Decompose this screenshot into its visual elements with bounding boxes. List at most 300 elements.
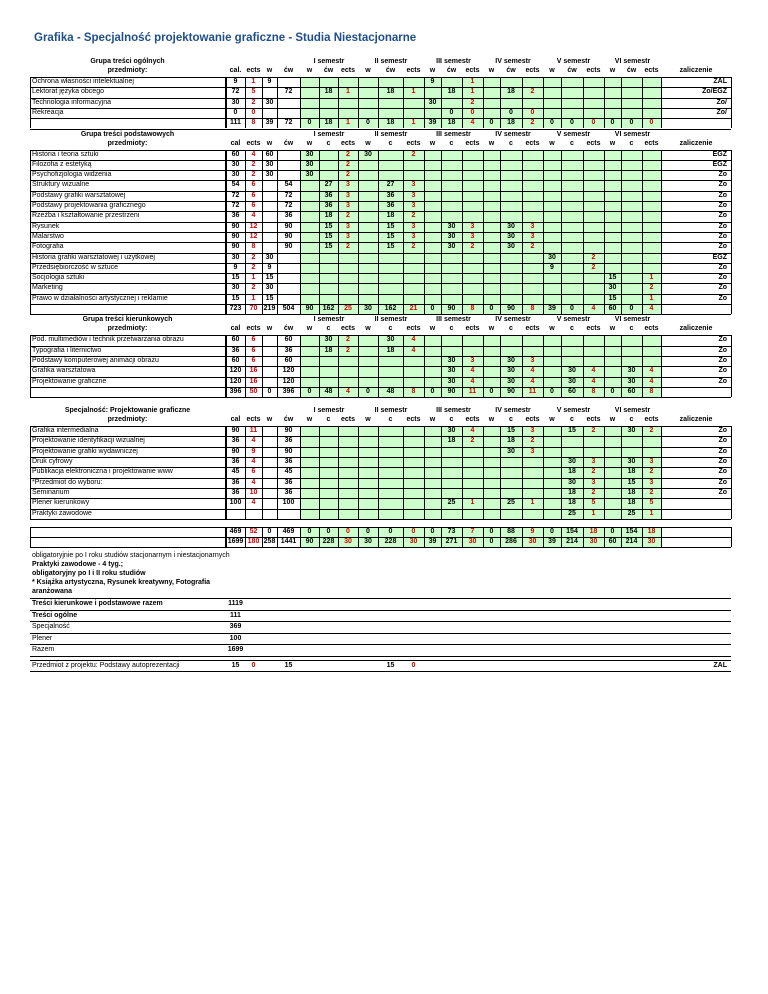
cell-bg <box>300 426 319 519</box>
column-header: ćw <box>385 67 396 74</box>
value-cell: 30 <box>447 222 456 230</box>
value-cell: 6 <box>251 202 256 209</box>
value-cell: 2 <box>470 437 475 445</box>
value-cell: 162 <box>384 305 397 312</box>
value-cell: 0 <box>251 108 256 116</box>
column-header: w <box>365 325 371 333</box>
column-header: c <box>388 416 393 424</box>
value-cell: 8 <box>649 387 654 395</box>
subject-name: Historia i teoria sztuki <box>32 150 99 158</box>
total-value: 100 <box>229 634 242 642</box>
value-cell: 72 <box>284 202 293 209</box>
value-cell: 3 <box>346 202 350 209</box>
value-cell: 504 <box>282 305 295 312</box>
value-cell: 3 <box>591 478 596 486</box>
grid-line <box>30 519 731 520</box>
zaliczenie-cell: Zo/ <box>716 98 727 106</box>
value-cell: 2 <box>251 284 256 292</box>
subject-name: Rekreacja <box>32 108 64 116</box>
semester-header: IV semestr <box>495 130 531 138</box>
column-header: w <box>429 325 436 333</box>
column-header: ects <box>465 67 480 74</box>
value-cell: 30 <box>265 160 274 168</box>
value-cell: 30 <box>364 150 372 158</box>
value-cell: 18 <box>589 527 598 535</box>
value-cell: 39 <box>548 305 556 312</box>
value-cell: 30 <box>364 538 372 546</box>
value-cell: 18 <box>324 119 333 127</box>
value-cell: 4 <box>251 458 256 465</box>
value-cell: 4 <box>649 305 654 312</box>
value-cell: 258 <box>263 538 276 546</box>
value-cell: 0 <box>489 538 494 546</box>
value-cell: 0 <box>366 119 370 127</box>
value-cell: 3 <box>346 191 350 199</box>
zaliczenie-cell: Zo <box>718 263 727 271</box>
zaliczenie-cell: Zo <box>718 367 727 375</box>
value-cell: 3 <box>411 191 416 199</box>
value-cell: 396 <box>282 387 295 395</box>
value-cell: 0 <box>509 108 513 116</box>
value-cell: 2 <box>649 284 654 292</box>
value-cell: 54 <box>284 181 293 189</box>
value-cell: 0 <box>411 527 416 535</box>
column-header: ects <box>246 325 261 333</box>
value-cell: 90 <box>284 427 293 435</box>
value-cell: 18 <box>568 468 576 476</box>
grid-line <box>30 527 31 548</box>
value-cell: 0 <box>629 305 634 312</box>
subject-name: Podstawy grafiki warsztatowej <box>32 191 126 199</box>
cell-bg <box>543 150 561 305</box>
value-cell: 30 <box>447 377 456 385</box>
value-cell: 4 <box>470 119 475 127</box>
value-cell: 48 <box>386 387 395 395</box>
value-cell: 36 <box>284 437 293 445</box>
note-text: aranżowana <box>32 588 73 596</box>
total-value: 111 <box>230 611 241 619</box>
value-cell: 45 <box>231 468 240 476</box>
grid-line <box>731 335 732 387</box>
zaliczenie-cell: Zo <box>718 377 727 385</box>
subject-name: Podstawy projektowania graficznego <box>32 202 146 209</box>
grid-line <box>483 335 484 387</box>
value-cell: 30 <box>507 222 515 230</box>
value-cell: 0 <box>307 527 312 535</box>
value-cell: 3 <box>411 181 416 189</box>
value-cell: 2 <box>346 212 350 220</box>
total-label: Razem <box>32 646 55 654</box>
value-cell: 219 <box>263 305 276 312</box>
value-cell: 39 <box>428 538 437 546</box>
column-header: w <box>429 67 436 74</box>
value-cell: 18 <box>386 119 395 127</box>
value-cell: 1 <box>470 499 475 507</box>
grid-line <box>543 77 544 118</box>
column-header: w <box>306 67 313 74</box>
value-cell: 6 <box>251 468 256 476</box>
value-cell: 4 <box>411 346 416 354</box>
value-cell: 90 <box>507 305 515 312</box>
value-cell: 2 <box>346 243 350 251</box>
value-cell: 30 <box>507 232 515 240</box>
group-subtitle: przedmioty: <box>107 325 148 333</box>
semester-header: I semestr <box>313 407 345 415</box>
grid-line <box>262 335 263 387</box>
subject-name: Ochrona własności intelektualnej <box>32 78 134 85</box>
column-header: c <box>509 139 513 147</box>
value-cell: 30 <box>627 427 636 435</box>
value-cell: 469 <box>229 527 242 535</box>
value-cell: 30 <box>447 427 456 435</box>
value-cell: 30 <box>265 253 274 261</box>
value-cell: 1 <box>470 78 475 85</box>
value-cell: 54 <box>231 181 240 189</box>
value-cell: 60 <box>284 356 293 364</box>
page-title: Grafika - Specjalność projektowanie graficzne - Studia Niestacjonarne <box>34 32 417 44</box>
value-cell: 25 <box>507 499 515 507</box>
semester-header: I semestr <box>313 316 345 324</box>
value-cell: 2 <box>530 119 535 127</box>
value-cell: 18 <box>627 499 636 507</box>
last-zaliczenie: ZAL <box>713 661 727 669</box>
subject-name: Plener kierunkowy <box>32 499 90 507</box>
value-cell: 396 <box>229 387 242 395</box>
value-cell: 30 <box>447 367 456 375</box>
value-cell: 30 <box>647 538 656 546</box>
semester-header: V semestr <box>556 58 591 65</box>
cell-bg <box>358 335 378 387</box>
value-cell: 21 <box>409 305 418 312</box>
value-cell: 1 <box>470 88 475 96</box>
column-header: ects <box>340 67 355 74</box>
value-cell: 9 <box>233 263 238 271</box>
grid-line <box>338 77 339 118</box>
value-cell: 120 <box>229 377 242 385</box>
value-cell: 11 <box>249 427 258 435</box>
value-cell: 4 <box>591 377 596 385</box>
value-cell: 2 <box>591 253 596 261</box>
last-ects: 0 <box>251 661 256 669</box>
value-cell: 30 <box>507 447 515 455</box>
semester-header: VI semestr <box>614 58 651 65</box>
grid-line <box>483 77 484 118</box>
value-cell: 15 <box>324 232 333 240</box>
value-cell: 15 <box>627 478 636 486</box>
grid-line <box>642 77 643 118</box>
value-cell: 36 <box>231 478 240 486</box>
column-header: w <box>549 139 555 147</box>
subject-name: Malarstwo <box>32 232 64 240</box>
column-header: ects <box>525 67 540 74</box>
value-cell: 214 <box>566 538 578 546</box>
zaliczenie-cell: Zo <box>718 346 727 354</box>
value-cell: 15 <box>386 222 395 230</box>
cell-bg <box>319 426 338 519</box>
value-cell: 72 <box>231 191 240 199</box>
subject-name: Przedsiębiorczość w sztuce <box>32 263 118 271</box>
column-header: w <box>266 139 273 147</box>
column-header: c <box>570 416 574 424</box>
semester-header: III semestr <box>436 58 471 65</box>
value-cell: 60 <box>568 387 576 395</box>
grid-line <box>583 77 584 118</box>
value-cell: 18 <box>386 88 395 96</box>
note-text: obligatoryjny po I i II roku studiów <box>32 570 146 578</box>
value-cell: 6 <box>251 356 256 364</box>
value-cell: 0 <box>430 527 435 535</box>
value-cell: 36 <box>284 458 293 465</box>
column-header: ćw <box>506 67 516 74</box>
column-header: ects <box>246 139 261 147</box>
value-cell: 18 <box>386 346 395 354</box>
value-cell: 2 <box>530 88 535 96</box>
value-cell: 70 <box>249 305 258 312</box>
value-cell: 27 <box>386 181 395 189</box>
value-cell: 39 <box>265 119 274 127</box>
zaliczenie-cell: Zo <box>718 181 727 189</box>
value-cell: 30 <box>468 538 477 546</box>
value-cell: 0 <box>307 119 312 127</box>
zaliczenie-cell: Zo <box>718 488 727 496</box>
column-header: ects <box>525 416 540 424</box>
value-cell: 16 <box>249 377 258 385</box>
value-cell: 100 <box>229 499 242 507</box>
column-header: ects <box>586 67 601 74</box>
zaliczenie-cell: Zo <box>718 171 727 179</box>
value-cell: 90 <box>305 305 314 312</box>
value-cell: 90 <box>284 232 293 240</box>
grid-line <box>338 426 339 519</box>
value-cell: 0 <box>570 305 574 312</box>
value-cell: 18 <box>447 88 456 96</box>
value-cell: 72 <box>284 191 293 199</box>
total-label: Specjalność <box>32 623 70 631</box>
subject-name: Struktury wizualne <box>32 181 90 189</box>
semester-header: II semestr <box>374 58 408 65</box>
value-cell: 72 <box>284 119 293 127</box>
column-header: c <box>449 416 454 424</box>
cell-bg <box>424 335 441 387</box>
column-header: w <box>609 139 616 147</box>
grid-line <box>424 150 425 305</box>
grid-line <box>621 150 622 305</box>
value-cell: 30 <box>447 356 456 364</box>
cell-bg <box>561 150 583 305</box>
value-cell: 36 <box>231 458 240 465</box>
value-cell: 30 <box>231 171 240 179</box>
value-cell: 30 <box>568 377 576 385</box>
column-header: w <box>306 416 313 424</box>
column-header: c <box>449 139 454 147</box>
value-cell: 18 <box>447 119 456 127</box>
value-cell: 18 <box>647 527 656 535</box>
value-cell: 9 <box>251 447 256 455</box>
value-cell: 30 <box>568 478 576 486</box>
value-cell: 4 <box>251 478 256 486</box>
note-text: obligatoryjnie po I roku studiów stacjonarnym i niestacjonarnych <box>32 552 230 560</box>
column-header: w <box>306 139 313 147</box>
cell-bg <box>583 150 604 305</box>
grid-line <box>731 77 732 118</box>
value-cell: 18 <box>447 437 456 445</box>
grid-line <box>661 387 662 397</box>
column-header: c <box>509 325 513 333</box>
semester-header: IV semestr <box>495 58 531 65</box>
value-cell: 18 <box>507 88 515 96</box>
grid-line <box>358 426 359 519</box>
value-cell: 36 <box>386 191 395 199</box>
column-header: w <box>365 67 371 74</box>
value-cell: 3 <box>411 202 416 209</box>
value-cell: 18 <box>324 346 333 354</box>
cell-bg <box>338 426 358 519</box>
value-cell: 4 <box>649 367 654 375</box>
cell-bg <box>604 426 621 519</box>
value-cell: 10 <box>249 488 258 496</box>
column-header: ects <box>586 416 601 424</box>
grid-line <box>661 304 662 314</box>
value-cell: 36 <box>284 346 293 354</box>
value-cell: 30 <box>627 458 636 465</box>
value-cell: 9 <box>233 78 238 85</box>
value-cell: 0 <box>366 527 370 535</box>
zaliczenie-cell: Zo <box>718 447 727 455</box>
grid-line <box>30 426 31 519</box>
column-header: c <box>570 325 574 333</box>
subject-name: Prawo w działalności artystycznej i reklamie <box>32 294 168 302</box>
value-cell: 0 <box>430 305 435 312</box>
value-cell: 120 <box>229 367 242 375</box>
column-header: c <box>629 416 634 424</box>
value-cell: 15 <box>265 274 274 282</box>
total-value: 369 <box>229 623 242 631</box>
grid-line <box>277 77 278 118</box>
value-cell: 16 <box>249 367 258 375</box>
zaliczenie-cell: EGZ <box>712 150 727 158</box>
column-header: w <box>365 139 371 147</box>
grid-line <box>30 656 731 657</box>
column-header: zaliczenie <box>679 67 713 74</box>
value-cell: 15 <box>324 243 333 251</box>
grid-line <box>604 426 605 519</box>
column-header: w <box>549 67 555 74</box>
value-cell: 0 <box>267 527 272 535</box>
grid-line <box>561 150 562 305</box>
semester-header: V semestr <box>556 316 591 324</box>
value-cell: 0 <box>267 387 272 395</box>
value-cell: 5 <box>591 499 596 507</box>
value-cell: 90 <box>231 243 240 251</box>
subject-name: Psychofizjologia widzenia <box>32 171 112 179</box>
last-cal: 15 <box>231 661 240 669</box>
value-cell: 3 <box>530 232 535 240</box>
column-header: w <box>488 67 495 74</box>
value-cell: 1 <box>530 499 535 507</box>
value-cell: 90 <box>284 243 293 251</box>
grid-line <box>30 304 31 314</box>
value-cell: 30 <box>305 171 314 179</box>
column-header: ects <box>644 139 659 147</box>
value-cell: 3 <box>411 232 416 240</box>
column-header: w <box>488 139 495 147</box>
value-cell: 6 <box>251 336 256 344</box>
value-cell: 1 <box>251 294 256 302</box>
value-cell: 27 <box>324 181 333 189</box>
value-cell: 90 <box>231 427 240 435</box>
value-cell: 72 <box>284 88 293 96</box>
value-cell: 90 <box>231 447 240 455</box>
semester-header: V semestr <box>556 407 591 415</box>
value-cell: 271 <box>445 538 458 546</box>
value-cell: 60 <box>608 538 617 546</box>
value-cell: 3 <box>470 356 475 364</box>
column-header: ects <box>406 139 421 147</box>
subject-name: Projektowanie graficzne <box>32 377 107 385</box>
value-cell: 0 <box>610 387 615 395</box>
cell-bg <box>483 426 500 519</box>
grid-line <box>30 397 731 398</box>
cell-bg <box>358 426 378 519</box>
total-label: Treści ogólne <box>32 611 78 619</box>
semester-header: III semestr <box>436 130 471 138</box>
value-cell: 15 <box>265 294 274 302</box>
value-cell: 9 <box>267 78 272 85</box>
value-cell: 2 <box>346 160 350 168</box>
value-cell: 8 <box>530 305 535 312</box>
last-sem2-ects: 0 <box>411 661 416 669</box>
subject-name: Historia grafiki warsztatowej i użytkowej <box>32 253 155 261</box>
value-cell: 3 <box>530 427 535 435</box>
semester-header: I semestr <box>313 58 345 65</box>
value-cell: 1 <box>346 88 350 96</box>
cell-bg <box>403 426 424 519</box>
value-cell: 4 <box>470 427 475 435</box>
value-cell: 0 <box>326 527 331 535</box>
zaliczenie-cell: Zo/ <box>716 108 727 116</box>
grid-line <box>319 426 320 519</box>
grid-line <box>358 77 359 118</box>
grid-line <box>358 150 359 305</box>
value-cell: 30 <box>627 377 636 385</box>
semester-header: VI semestr <box>614 407 651 415</box>
value-cell: 4 <box>470 367 475 375</box>
value-cell: 36 <box>386 202 395 209</box>
value-cell: 100 <box>282 499 295 507</box>
value-cell: 3 <box>470 232 475 240</box>
value-cell: 30 <box>231 160 240 168</box>
subject-name: Praktyki zawodowe <box>32 509 92 517</box>
value-cell: 30 <box>627 367 636 375</box>
value-cell: 0 <box>591 119 596 127</box>
value-cell: 30 <box>507 243 515 251</box>
value-cell: 60 <box>627 387 636 395</box>
value-cell: 12 <box>249 232 258 240</box>
value-cell: 0 <box>489 119 494 127</box>
value-cell: 1 <box>591 509 596 517</box>
subject-name: Projektowanie identyfikacji wizualnej <box>32 437 145 445</box>
subject-name: Pod. multimediów i technik przetwarzania obrazu <box>32 336 184 344</box>
value-cell: 30 <box>589 538 598 546</box>
value-cell: 15 <box>386 232 395 240</box>
grid-line <box>583 150 584 305</box>
cell-bg <box>300 335 319 387</box>
value-cell: 73 <box>447 527 456 535</box>
subject-name: Filozofia z estetyką <box>32 160 92 168</box>
value-cell: 2 <box>649 468 654 476</box>
semester-header: III semestr <box>436 407 471 415</box>
value-cell: 0 <box>388 527 393 535</box>
